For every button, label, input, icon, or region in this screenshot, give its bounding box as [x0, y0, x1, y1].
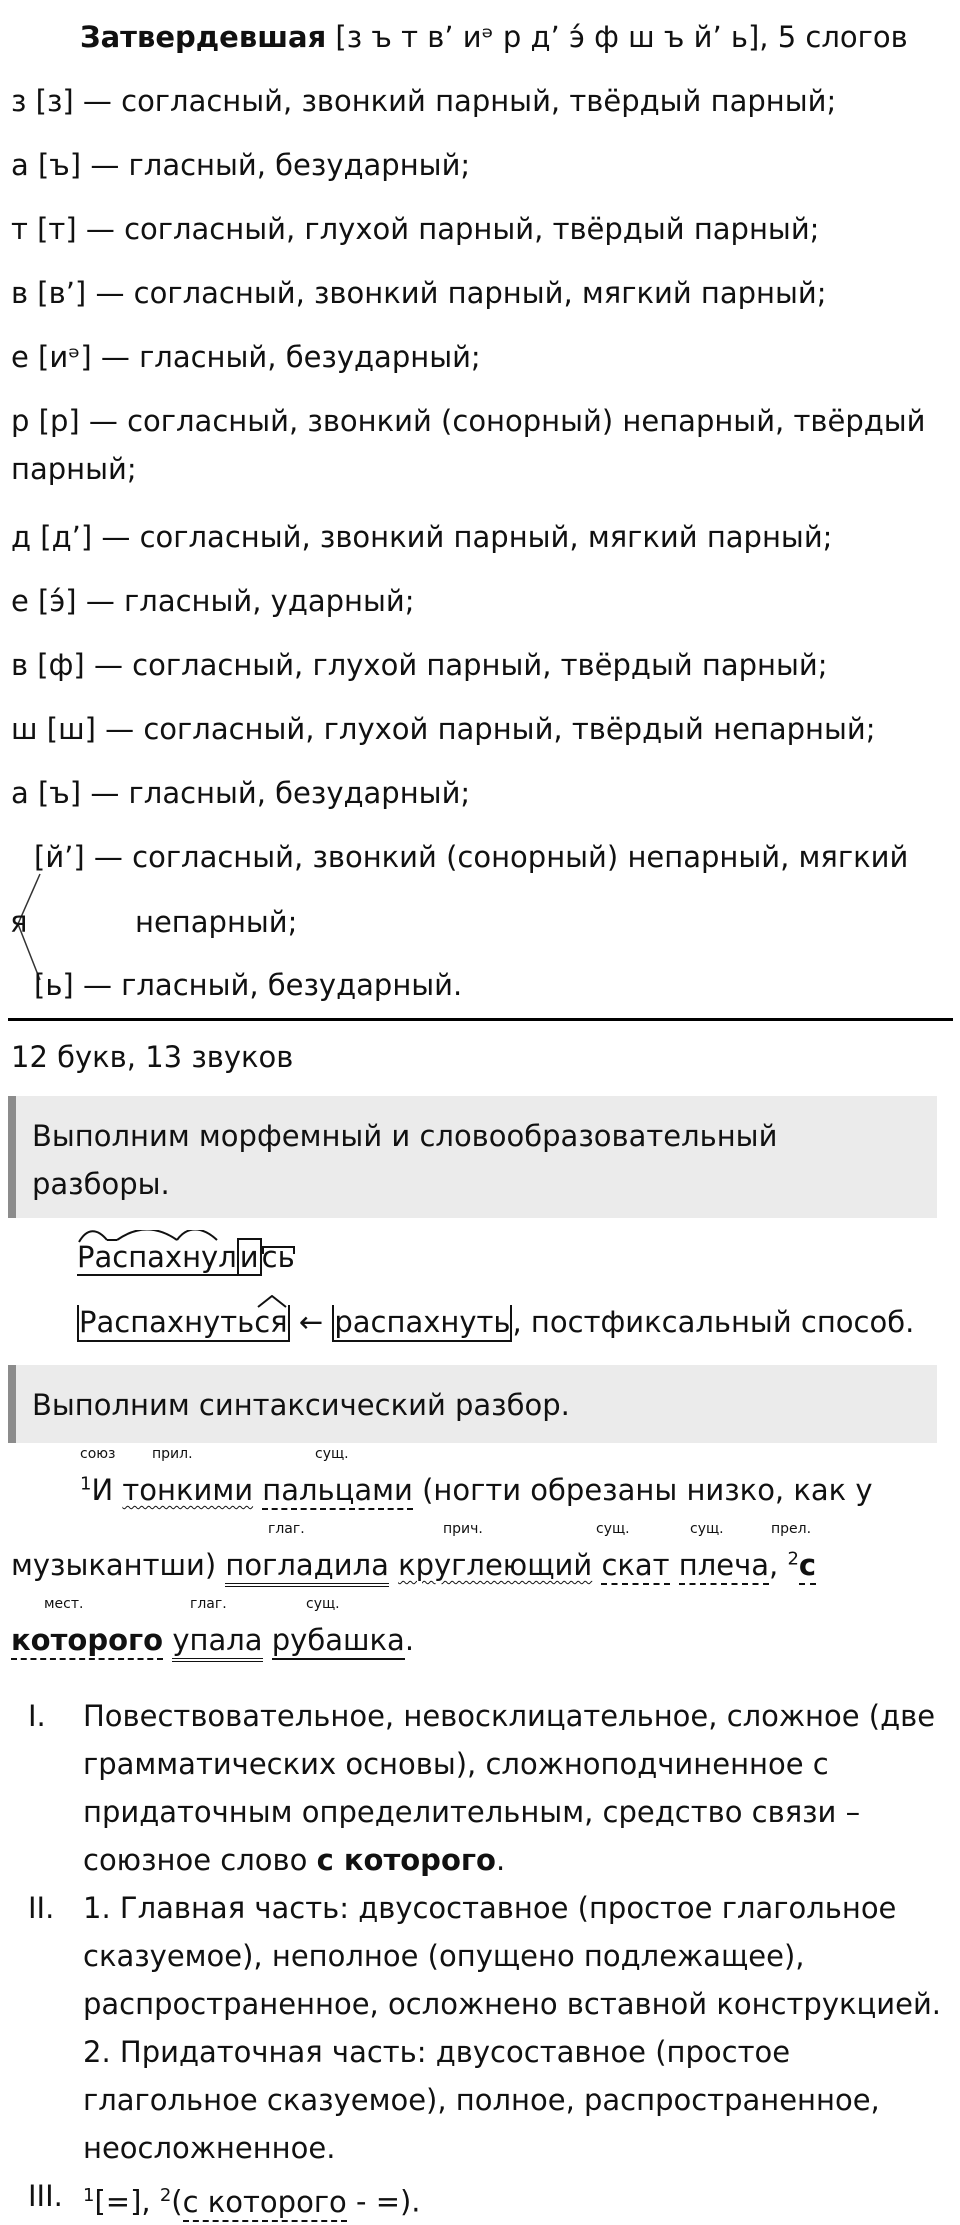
sentence-line-1 — [80, 1473, 873, 1507]
morph-callout-line: разборы. — [32, 1167, 170, 1201]
phonetic-row: е [э́] — гласный, ударный; — [11, 584, 415, 618]
deriv-method: , постфиксальный способ. — [512, 1305, 915, 1339]
morphemic-parse — [77, 1240, 295, 1274]
item-number: I. — [28, 1699, 46, 1733]
phonetic-row: р [р] — согласный, звонкий (сонорный) непарный, твёрдый — [11, 404, 926, 438]
pos-label: глаг. — [190, 1596, 227, 1612]
clause-number: 2 — [787, 1548, 799, 1570]
scheme-conj: с которого — [183, 2185, 347, 2222]
word-muzykantshi: музыкантши) — [11, 1548, 217, 1582]
phonetic-row: д [д’] — согласный, звонкий парный, мягкий парный; — [11, 520, 833, 554]
phonetic-transcription: [з ъ т в’ иᵊ р д’ э́ ф ш ъ й’ ь], 5 слогов — [335, 20, 908, 54]
pos-label: прич. — [443, 1521, 483, 1537]
suffix: л — [218, 1240, 237, 1274]
phonetic-row: ш [ш] — согласный, глухой парный, твёрдый непарный; — [11, 712, 876, 746]
phonetic-row: в [ф] — согласный, глухой парный, твёрдый парный; — [11, 648, 828, 682]
pos-label: мест. — [44, 1596, 84, 1612]
predicate-pogladila: погладила — [225, 1548, 388, 1587]
subject-rubashka: рубашка — [272, 1623, 405, 1660]
pos-label: прел. — [771, 1521, 812, 1537]
root-arc-icon — [77, 1230, 227, 1244]
comma: , — [769, 1548, 779, 1582]
pos-label: сущ. — [596, 1521, 630, 1537]
sentence-line-2 — [11, 1548, 816, 1582]
parenthetical-start: (ногти обрезаны низко, как у — [412, 1473, 873, 1507]
divider — [8, 1018, 953, 1021]
word-plecha: плеча — [679, 1548, 769, 1585]
word-tonkimi: тонкими — [122, 1473, 254, 1507]
item-bold: с которого — [316, 1843, 496, 1877]
scheme-rest: - =). — [346, 2184, 421, 2219]
period: . — [404, 1623, 415, 1657]
item-number: II. — [28, 1891, 55, 1925]
sentence-scheme — [83, 2172, 421, 2225]
word-s: с — [799, 1548, 816, 1585]
sentence-line-3 — [11, 1623, 414, 1657]
ending-box: и — [237, 1238, 262, 1276]
item-line: 2. Придаточная часть: двусоставное (простое — [83, 2035, 791, 2069]
item-line: 1. Главная часть: двусоставное (простое глагольное — [83, 1891, 897, 1925]
letters-sounds-summary: 12 букв, 13 звуков — [11, 1040, 294, 1074]
postfix-bracket — [262, 1246, 295, 1254]
ya-sound-1-cont: непарный; — [135, 905, 298, 939]
scheme-main: [=], — [94, 2184, 160, 2219]
ya-letter: я — [10, 905, 28, 939]
clause-number: 1 — [80, 1473, 92, 1495]
ya-sound-2: [ь] — гласный, безударный. — [34, 968, 463, 1002]
phonetic-row: е [иᵊ] — гласный, безударный; — [11, 340, 481, 374]
predicate-upala: упала — [172, 1623, 262, 1662]
derivational-parse — [77, 1305, 914, 1339]
phonetic-word: Затвердевшая — [80, 20, 327, 54]
word-skat: скат — [601, 1548, 669, 1585]
phonetic-row: т [т] — согласный, глухой парный, твёрдый парный; — [11, 212, 820, 246]
deriv-postfix: ся — [254, 1305, 288, 1339]
morph-callout-line: Выполним морфемный и словообразовательный — [32, 1119, 778, 1153]
pos-label: глаг. — [268, 1521, 305, 1537]
postfix: сь — [261, 1240, 295, 1274]
phonetic-row: а [ъ] — гласный, безударный; — [11, 148, 471, 182]
item-line — [83, 1836, 935, 1884]
scheme-sup: 1 — [83, 2185, 95, 2206]
arrow-left-icon: ← — [298, 1305, 324, 1339]
word-krugleyushchiy: круглеющий — [398, 1548, 593, 1582]
phonetic-row: з [з] — согласный, звонкий парный, твёрдый парный; — [11, 84, 837, 118]
item-line: неосложненное. — [83, 2131, 336, 2165]
pos-label: союз — [80, 1446, 116, 1462]
stem-underline — [77, 1240, 237, 1276]
derivation-base — [77, 1305, 290, 1342]
morph-callout — [8, 1096, 937, 1218]
conj-i: И — [91, 1473, 114, 1507]
item-line: распространенное, осложнено вставной конструкцией. — [83, 1987, 942, 2021]
word-paltsami: пальцами — [262, 1473, 413, 1510]
deriv-word-base: Распахнуть — [79, 1305, 255, 1339]
syntax-callout-text: Выполним синтаксический разбор. — [32, 1388, 570, 1422]
pos-label: сущ. — [315, 1446, 349, 1462]
phonetic-row: парный; — [11, 452, 137, 486]
item-line: сказуемое), неполное (опущено подлежащее), — [83, 1939, 805, 1973]
word-kotorogo: которого — [11, 1623, 163, 1660]
item-line: Повествовательное, невосклицательное, сложное (две — [83, 1699, 936, 1733]
scheme-open: ( — [171, 2184, 183, 2219]
scheme-sup: 2 — [159, 2185, 172, 2206]
ya-sound-1: [й’] — согласный, звонкий (сонорный) непарный, мягкий — [34, 840, 909, 874]
phonetic-row: в [в’] — согласный, звонкий парный, мягкий парный; — [11, 276, 827, 310]
phonetic-row: а [ъ] — гласный, безударный; — [11, 776, 471, 810]
pos-label: прил. — [152, 1446, 193, 1462]
item-text: . — [495, 1843, 506, 1877]
phonetic-header — [80, 20, 908, 54]
deriv-source: распахнуть — [332, 1305, 512, 1342]
item-line: придаточным определительным, средство связи – — [83, 1795, 861, 1829]
postfix-caret-icon — [254, 1295, 294, 1309]
item-line: глагольное сказуемое), полное, распространенное, — [83, 2083, 880, 2117]
root: Распахну — [77, 1240, 219, 1274]
item-line: грамматических основы), сложноподчиненное с — [83, 1747, 829, 1781]
pos-label: сущ. — [690, 1521, 724, 1537]
pos-label: сущ. — [306, 1596, 340, 1612]
item-number: III. — [28, 2179, 63, 2213]
item-text: союзное слово — [83, 1843, 317, 1877]
syntax-callout — [8, 1365, 937, 1443]
